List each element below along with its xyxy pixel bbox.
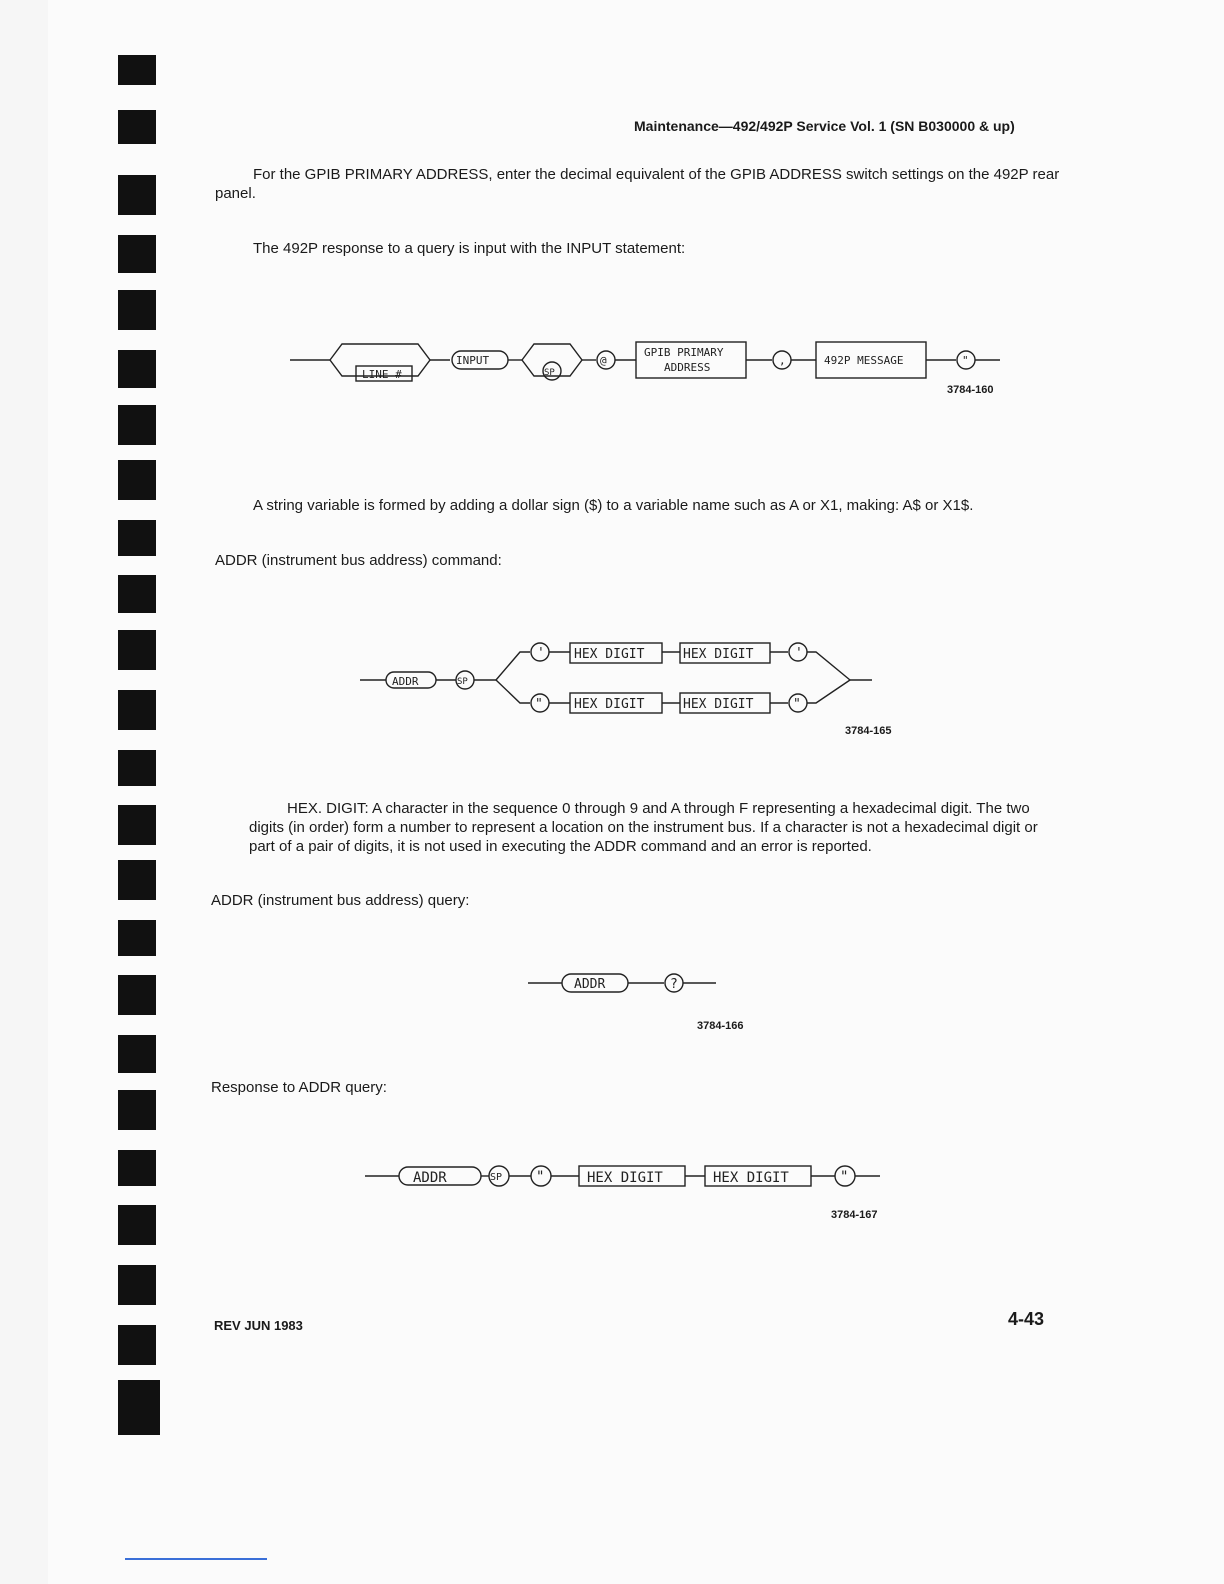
paragraph-gpib-address: For the GPIB PRIMARY ADDRESS, enter the decimal equivalent of the GPIB ADDRESS switch settings on the 492P rear panel.: [215, 166, 1060, 202]
paragraph-input-statement: The 492P response to a query is input with the INPUT statement:: [253, 240, 686, 257]
gpib-primary-label: GPIB PRIMARY: [644, 346, 724, 359]
addr-keyword-label: ADDR: [413, 1170, 447, 1186]
comma-label: ,: [779, 354, 786, 367]
page-number: 4-43: [1008, 1309, 1045, 1329]
at-sign-label: @: [600, 354, 607, 367]
sp-label: SP: [490, 1172, 503, 1183]
sp-label: SP: [457, 677, 468, 687]
question-mark-label: ?: [670, 977, 678, 992]
addr-keyword-label: ADDR: [574, 977, 606, 992]
quote-label-close: ": [793, 697, 801, 712]
bottom-rule: [125, 1558, 267, 1560]
quote-label-open: ": [536, 1169, 545, 1185]
binding-holes: [100, 50, 160, 1440]
hex-digit-label: HEX DIGIT: [683, 697, 754, 712]
addr-command-syntax-diagram: [360, 635, 880, 720]
quote-label-open: ": [535, 697, 543, 712]
revision-date: REV JUN 1983: [214, 1318, 303, 1333]
hex-digit-label: HEX DIGIT: [574, 697, 645, 712]
sp-label: SP: [544, 368, 555, 378]
apostrophe-label-close: ': [795, 646, 803, 661]
running-header: Maintenance—492/492P Service Vol. 1 (SN B030000 & up): [634, 118, 1015, 134]
hex-digit-label: HEX DIGIT: [574, 647, 645, 662]
manual-page: [48, 0, 1224, 1584]
gpib-address-label: ADDRESS: [664, 361, 711, 374]
addr-response-syntax-diagram: [365, 1162, 885, 1190]
apostrophe-label-open: ': [537, 646, 545, 661]
line-number-label: LINE #: [362, 368, 402, 381]
paragraph-addr-command: ADDR (instrument bus address) command:: [215, 552, 502, 569]
input-statement-syntax-diagram: [290, 338, 1010, 383]
hex-digit-label: HEX DIGIT: [683, 647, 754, 662]
figure-number-160: 3784-160: [947, 384, 994, 396]
quote-label: ": [962, 354, 969, 367]
message-label: 492P MESSAGE: [824, 354, 904, 367]
hex-digit-label: HEX DIGIT: [713, 1170, 789, 1186]
paragraph-hex-digit-definition: HEX. DIGIT: A character in the sequence 0 through 9 and A through F representing a hexadecimal digit. The two digits (in order) form a number to represent a location on the instrument bus. If a character is not a hexadecimal digit or part of a pair of digits, it is not used in executing the ADDR command and an error is reported.: [249, 800, 1038, 855]
addr-keyword-label: ADDR: [392, 675, 419, 688]
input-keyword-label: INPUT: [456, 354, 490, 367]
figure-number-167: 3784-167: [831, 1209, 878, 1221]
paragraph-addr-response: Response to ADDR query:: [211, 1079, 387, 1096]
hex-digit-label: HEX DIGIT: [587, 1170, 663, 1186]
figure-number-165: 3784-165: [845, 725, 892, 737]
paragraph-string-variable: A string variable is formed by adding a dollar sign ($) to a variable name such as A or X1, making: A$ or X1$.: [253, 497, 974, 514]
paragraph-addr-query: ADDR (instrument bus address) query:: [211, 892, 470, 909]
quote-label-close: ": [840, 1169, 849, 1185]
figure-number-166: 3784-166: [697, 1020, 744, 1032]
addr-query-syntax-diagram: [528, 970, 728, 996]
